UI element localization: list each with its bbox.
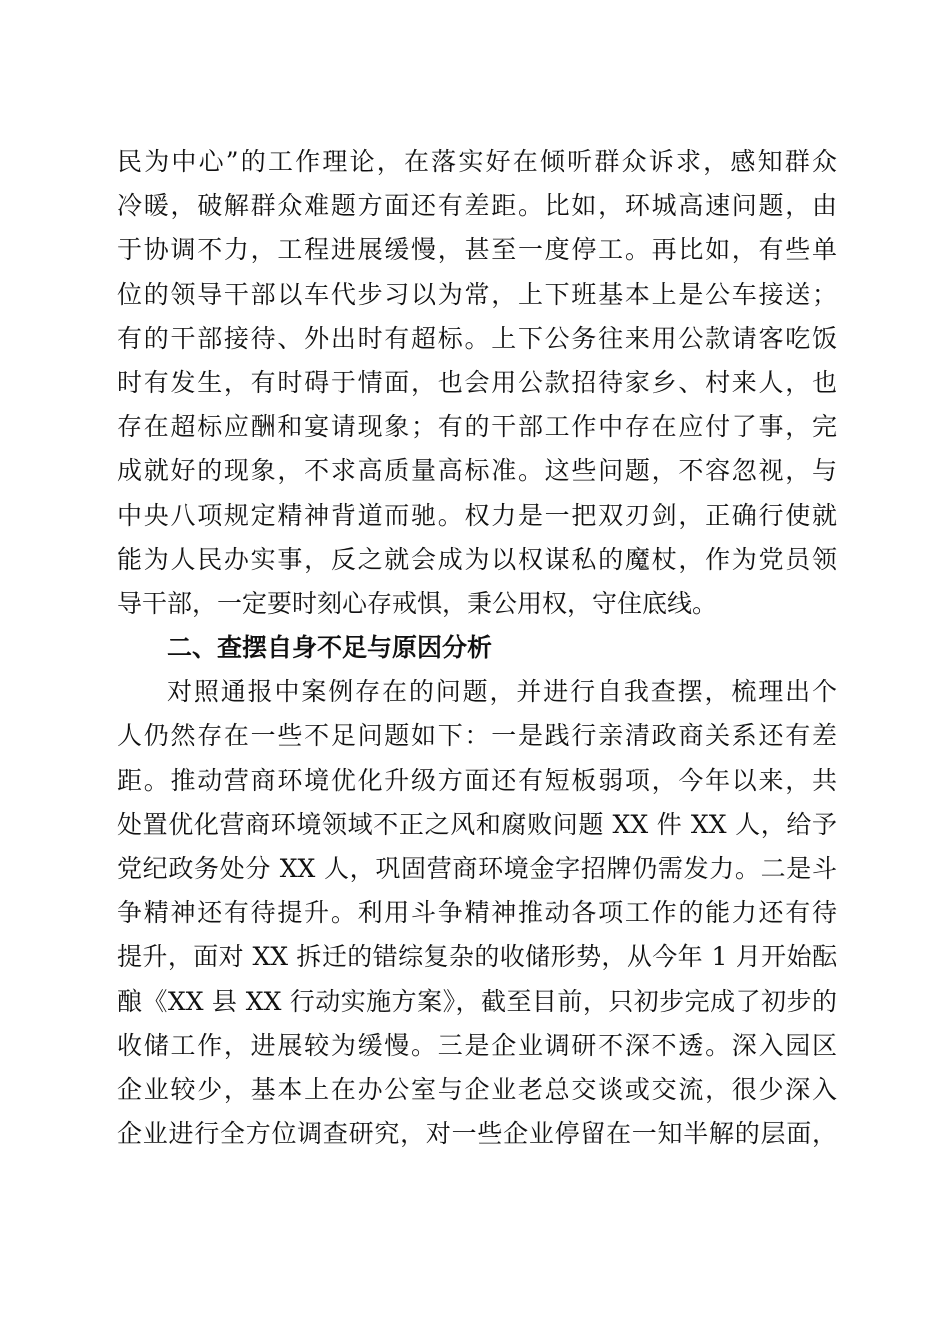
text-line: 争精神还有待提升。利用斗争精神推动各项工作的能力还有待 [117, 898, 837, 928]
text-line: 导干部，一定要时刻心存戒惧，秉公用权，守住底线。 [117, 588, 718, 618]
document-body [117, 140, 837, 1156]
text-line: 收储工作，进展较为缓慢。三是企业调研不深不透。深入园区 [117, 1030, 837, 1060]
text-line: 存在超标应酬和宴请现象；有的干部工作中存在应付了事，完 [117, 412, 837, 442]
paragraph-self-examination [117, 670, 837, 1156]
text-line: 企业较少，基本上在办公室与企业老总交谈或交流，很少深入 [117, 1074, 837, 1104]
text-line: 民为中心”的工作理论，在落实好在倾听群众诉求，感知群众 [117, 147, 837, 176]
text-line: 处置优化营商环境领域不正之风和腐败问题 XX 件 XX 人，给予 [117, 809, 837, 839]
text-line: 提升，面对 XX 拆迁的错综复杂的收储形势，从今年 1 月开始酝 [117, 942, 837, 972]
text-line: 冷暖，破解群众难题方面还有差距。比如，环城高速问题，由 [117, 191, 837, 221]
paragraph-work-theory [117, 140, 837, 626]
text-line: 成就好的现象，不求高质量高标准。这些问题，不容忽视，与 [117, 456, 837, 486]
text-line: 党纪政务处分 XX 人，巩固营商环境金字招牌仍需发力。二是斗 [117, 854, 837, 883]
section-heading: 二、查摆自身不足与原因分析 [167, 633, 493, 663]
text-line: 位的领导干部以车代步习以为常，上下班基本上是公车接送； [117, 279, 837, 309]
text-line: 人仍然存在一些不足问题如下：一是践行亲清政商关系还有差 [117, 721, 837, 751]
text-line: 中央八项规定精神背道而驰。权力是一把双刃剑，正确行使就 [117, 500, 837, 530]
text-line: 企业进行全方位调查研究，对一些企业停留在一知半解的层面， [117, 1119, 837, 1149]
text-line: 能为人民办实事，反之就会成为以权谋私的魔杖，作为党员领 [117, 544, 837, 574]
text-line: 有的干部接待、外出时有超标。上下公务往来用公款请客吃饭 [117, 323, 837, 353]
text-line: 酿《XX 县 XX 行动实施方案》，截至目前，只初步完成了初步的 [117, 986, 837, 1016]
text-line: 距。推动营商环境优化升级方面还有短板弱项，今年以来，共 [117, 765, 837, 795]
text-line: 对照通报中案例存在的问题，并进行自我查摆，梳理出个 [167, 677, 837, 707]
text-line: 于协调不力，工程进展缓慢，甚至一度停工。再比如，有些单 [117, 235, 837, 265]
text-line: 时有发生，有时碍于情面，也会用公款招待家乡、村来人，也 [117, 367, 837, 397]
